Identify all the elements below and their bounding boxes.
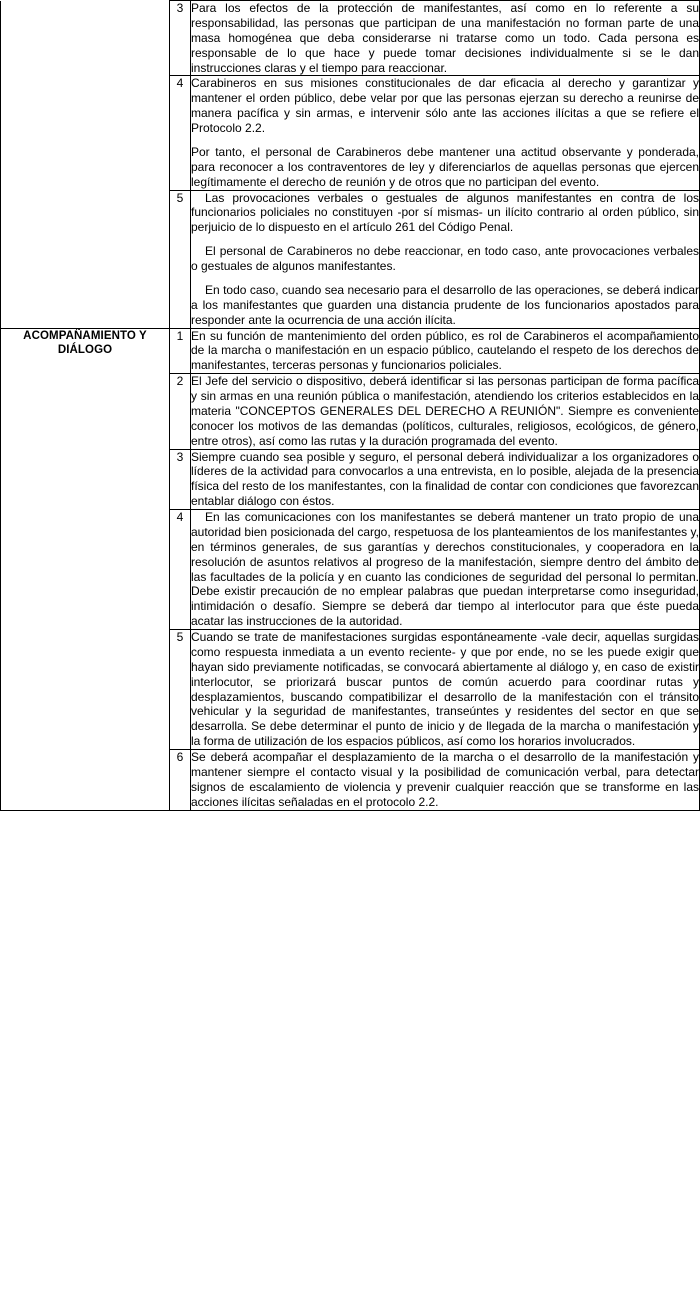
row-number: 5 (170, 190, 191, 328)
row-content (191, 374, 700, 449)
row-number: 4 (170, 510, 191, 630)
paragraph: Carabineros en sus misiones constitucionales de dar eficacia al derecho y garantizar y mantener el orden público, debe velar por que las personas ejerzan su derecho a reunirse de manera pacífica y sin armas, e intervenir sólo ante las acciones ilícitas a que se refiere el Protocolo 2.2. (191, 76, 699, 135)
row-number: 4 (170, 76, 191, 190)
paragraph: Siempre cuando sea posible y seguro, el personal deberá individualizar a los organizadores o líderes de la actividad para convocarlos a una entrevista, en lo posible, alejada de la presencia física del resto de los manifestantes, con la finalidad de contar con condiciones que favorezcan entablar diálogo con éstos. (191, 449, 699, 509)
paragraph: El Jefe del servicio o dispositivo, deberá identificar si las personas participan de forma pacífica y sin armas en una reunión pública o manifestación, atendiendo los criterios establecidos en la materia "CONCEPTOS GENERALES DEL DERECHO A REUNIÓN". Siempre es conveniente conocer los motivos de las demandas (políticos, culturales, religiosos, ecológicos, de género, entre otros), así como las rutas y la duración programada del evento. (191, 374, 699, 448)
paragraph: Las provocaciones verbales o gestuales de algunos manifestantes en contra de los funcionarios policiales no constituyen -por sí mismas- un ilícito contrario al orden público, sin perjuicio de lo dispuesto en el artículo 261 del Código Penal. (191, 190, 699, 235)
row-number: 3 (170, 449, 191, 510)
row-number: 6 (170, 750, 191, 811)
row-content (191, 1, 700, 76)
row-number: 5 (170, 630, 191, 750)
category-cell-empty (1, 1, 170, 329)
row-content (191, 328, 700, 374)
category-cell-acompanamiento-y-dialogo: ACOMPAÑAMIENTO Y DIÁLOGO (1, 328, 170, 810)
paragraph: En su función de mantenimiento del orden público, es rol de Carabineros el acompañamiento de la marcha o manifestación en un espacio público, cautelando el respeto de los derechos de manifestantes, terceras personas y funcionarios policiales. (191, 328, 699, 373)
row-number: 2 (170, 374, 191, 449)
row-number: 1 (170, 328, 191, 374)
table-row (1, 328, 700, 374)
row-content (191, 76, 700, 190)
row-number: 3 (170, 1, 191, 76)
paragraph: Para los efectos de la protección de manifestantes, así como en lo referente a su responsabilidad, las personas que participan de una manifestación no forman parte de una masa homogénea que deba considerarse ni tratarse como un todo. Cada persona es responsable de lo que hace y puede tomar decisiones individualmente si se le dan instrucciones claras y el tiempo para reaccionar. (191, 1, 699, 75)
paragraph: Se deberá acompañar el desplazamiento de la marcha o el desarrollo de la manifestación y mantener siempre el contacto visual y la posibilidad de comunicación verbal, para detectar signos de escalamiento de violencia y prevenir cualquier reacción que se transforme en las acciones ilícitas señaladas en el protocolo 2.2. (191, 750, 699, 809)
paragraph: Cuando se trate de manifestaciones surgidas espontáneamente -vale decir, aquellas surgidas como respuesta inmediata a un evento reciente- y que por ende, no se les puede exigir que hayan sido previamente notificadas, se convocará abiertamente al diálogo y, en caso de existir interlocutor, se priorizará buscar puntos de común acuerdo para coordinar rutas y desplazamientos, buscando compatibilizar el desarrollo de la manifestación con el tránsito vehicular y la seguridad de manifestantes, transeúntes y residentes del sector en que se desarrolla. Se debe determinar el punto de inicio y de llegada de la marcha o manifestación y la forma de utilización de los espacios públicos, así como los horarios involucrados. (191, 630, 699, 749)
table-row (1, 1, 700, 76)
paragraph: Por tanto, el personal de Carabineros debe mantener una actitud observante y ponderada, para reconocer a los contraventores de ley y diferenciarlos de aquellas personas que ejercen legítimamente el derecho de reunión y de otros que no participan del evento. (191, 144, 699, 189)
row-content (191, 190, 700, 328)
paragraph: El personal de Carabineros no debe reaccionar, en todo caso, ante provocaciones verbales o gestuales de algunos manifestantes. (191, 244, 699, 273)
paragraph: En las comunicaciones con los manifestantes se deberá mantener un trato propio de una autoridad bien posicionada del cargo, respetuosa de los planteamientos de los manifestantes y, en términos generales, de sus garantías y derechos constitucionales, y cooperadora en la resolución de asuntos relativos al progreso de la manifestación, siempre dentro del ámbito de las facultades de la policía y en cuanto las condiciones de seguridad del personal lo permitan. Debe existir precaución de no emplear palabras que puedan interpretarse como inseguridad, intimidación o desafío. Siempre se deberá dar tiempo al interlocutor para que éste pueda acatar las instrucciones de la autoridad. (191, 510, 699, 629)
row-content (191, 449, 700, 510)
row-content (191, 630, 700, 750)
row-content (191, 750, 700, 811)
row-content (191, 510, 700, 630)
paragraph: En todo caso, cuando sea necesario para el desarrollo de las operaciones, se deberá indicar a los manifestantes que guarden una distancia prudente de los funcionarios apostados para responder ante la ocurrencia de una acción ilícita. (191, 282, 699, 327)
